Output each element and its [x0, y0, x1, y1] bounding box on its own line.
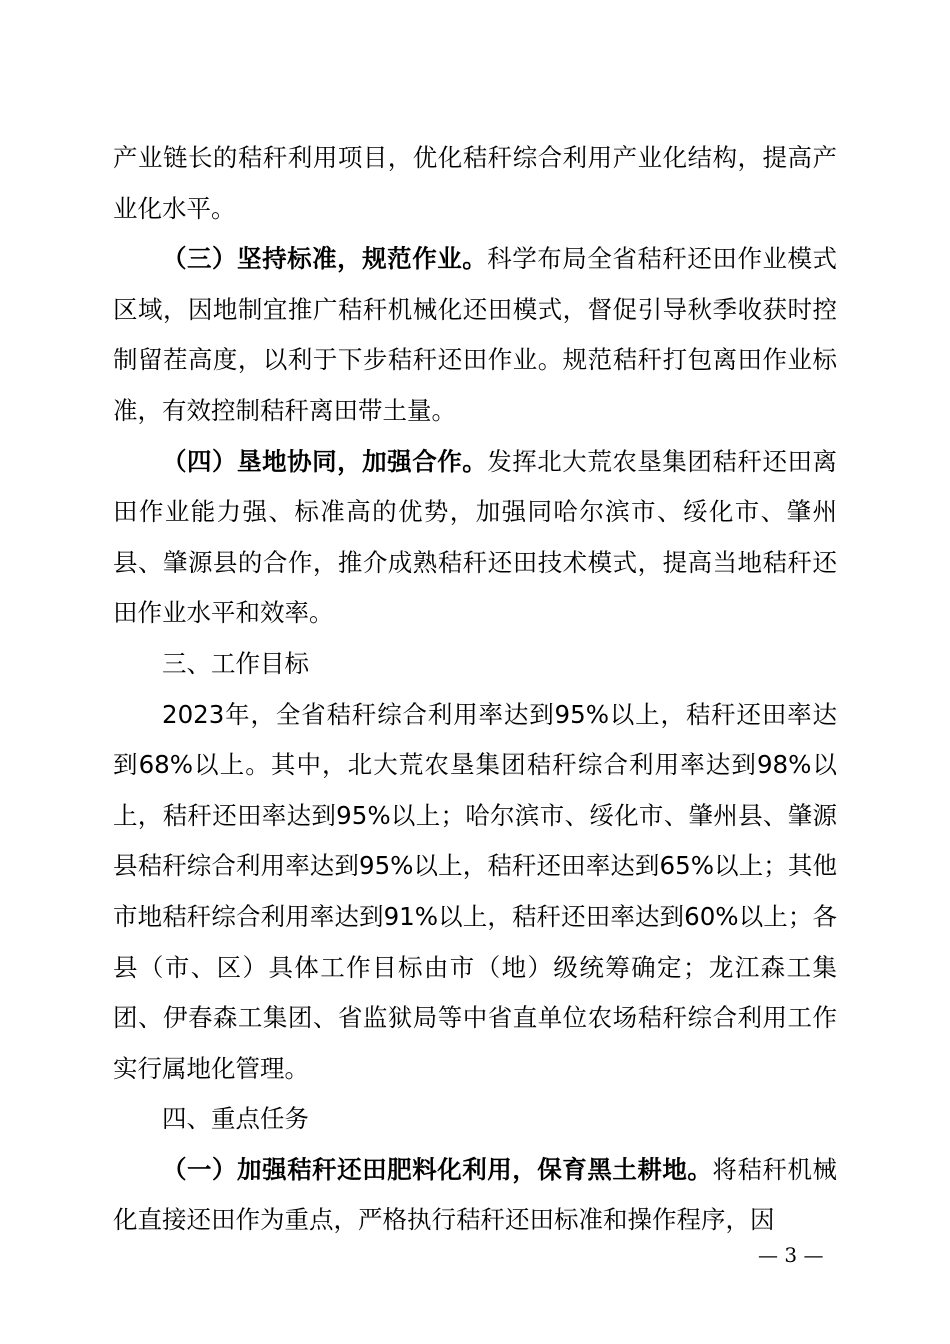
paragraph-3-text: 发挥北大荒农垦集团秸秆还田离田作业能力强、标准高的优势，加强同哈尔滨市、绥化市、肇州县、肇源县的合作，推介成熟秸秆还田技术模式，提高当地秸秆还田作业水平和效率。 [113, 446, 837, 628]
section-heading-goals [113, 639, 837, 690]
paragraph-2-heading: （三）坚持标准，规范作业。 [162, 244, 488, 274]
paragraph-3 [113, 437, 837, 639]
paragraph-7-text: 将秸秆机械化直接还田作为重点，严格执行秸秆还田标准和操作程序，因 [113, 1154, 837, 1235]
paragraph-5-text: 2023年，全省秸秆综合利用率达到95%以上，秸秆还田率达到68%以上。其中，北大荒农垦集团秸秆综合利用率达到98%以上，秸秆还田率达到95%以上；哈尔滨市、绥化市、肇州县、肇源县秸秆综合利用率达到95%以上，秸秆还田率达到65%以上；其他市地秸秆综合利用率达到91%以上，秸秆还田率达到60%以上；各县（市、区）具体工作目标由市（地）级统筹确定；龙江森工集团、伊春森工集团、省监狱局等中省直单位农场秸秆综合利用工作实行属地化管理。 [113, 699, 837, 1083]
paragraph-1 [113, 133, 837, 234]
section-heading-tasks [113, 1094, 837, 1145]
document-body [113, 133, 837, 1246]
paragraph-1-text: 产业链长的秸秆利用项目，优化秸秆综合利用产业化结构，提高产业化水平。 [113, 143, 837, 223]
paragraph-2-text: 科学布局全省秸秆还田作业模式区域，因地制宜推广秸秆机械化还田模式，督促引导秋季收获时控制留茬高度，以利于下步秸秆还田作业。规范秸秆打包离田作业标准，有效控制秸秆离田带土量。 [113, 244, 837, 425]
paragraph-3-heading: （四）垦地协同，加强合作。 [162, 446, 488, 476]
paragraph-2 [113, 234, 837, 436]
page-number: — 3 — [758, 1243, 824, 1267]
paragraph-7 [113, 1145, 837, 1246]
paragraph-4-text: 三、工作目标 [162, 648, 309, 678]
paragraph-5 [113, 690, 837, 1095]
paragraph-6-text: 四、重点任务 [162, 1104, 309, 1134]
paragraph-7-heading: （一）加强秸秆还田肥料化利用，保育黑土耕地。 [162, 1154, 713, 1184]
